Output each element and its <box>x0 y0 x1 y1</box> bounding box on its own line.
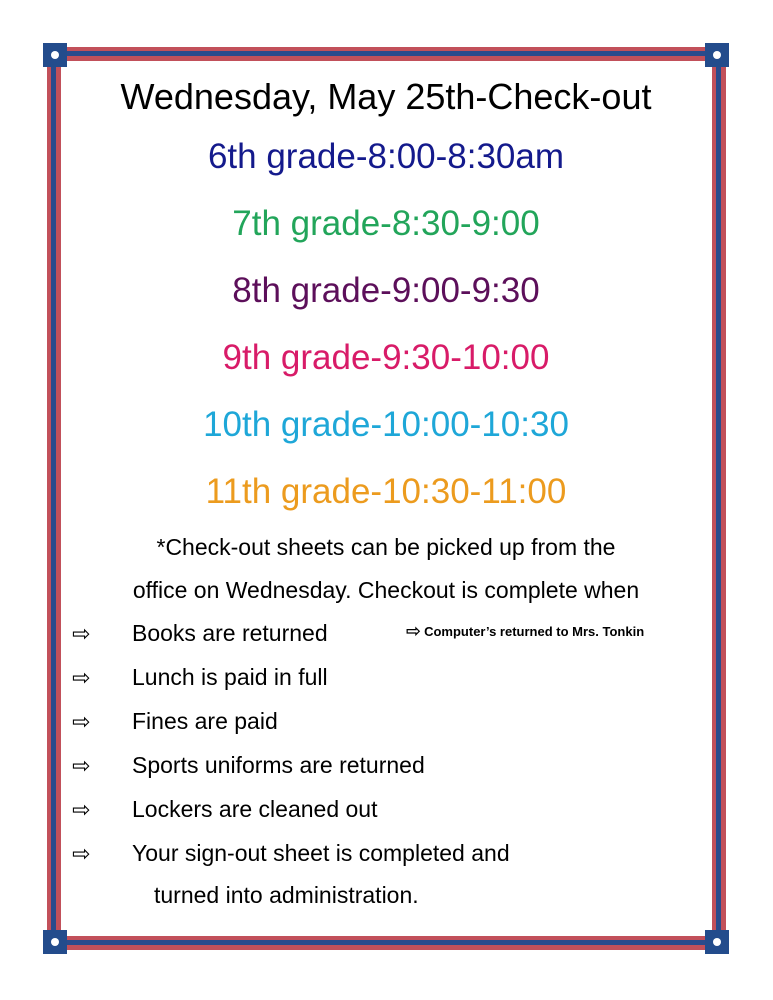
frame-left-border <box>47 52 61 948</box>
checklist-item-text: Books are returned <box>132 620 328 646</box>
checklist-item-fines <box>72 708 278 735</box>
side-note-computers <box>406 622 644 640</box>
checklist-item-lunch <box>72 664 328 691</box>
arrow-right-icon: ⇨ <box>72 708 91 734</box>
checklist-item-books <box>72 620 328 647</box>
frame-corner-bottom-right <box>705 930 729 954</box>
checklist-item-text: Lunch is paid in full <box>132 664 328 690</box>
checkout-note-line-2: office on Wednesday. Checkout is complete when <box>132 577 640 603</box>
schedule-8th-grade: 8th grade-9:00-9:30 <box>232 271 540 310</box>
schedule-11th-grade: 11th grade-10:30-11:00 <box>205 472 567 511</box>
checklist-item-text: Fines are paid <box>132 708 278 734</box>
schedule-7th-grade: 7th grade-8:30-9:00 <box>232 204 540 243</box>
frame-top-border <box>52 47 721 61</box>
checklist-item-lockers <box>72 796 378 823</box>
side-note-text: Computer’s returned to Mrs. Tonkin <box>424 623 645 639</box>
frame-bottom-border <box>52 936 721 950</box>
checkout-note-line-1: *Check-out sheets can be picked up from the <box>156 534 616 560</box>
schedule-6th-grade: 6th grade-8:00-8:30am <box>207 137 565 176</box>
frame-corner-bottom-left <box>43 930 67 954</box>
frame-right-border <box>712 52 726 948</box>
checklist-item-text: Lockers are cleaned out <box>132 796 378 822</box>
arrow-right-icon: ⇨ <box>72 752 91 778</box>
flyer-title: Wednesday, May 25th-Check-out <box>120 76 652 117</box>
schedule-9th-grade: 9th grade-9:30-10:00 <box>222 338 550 377</box>
checklist-item-text: Your sign-out sheet is completed and <box>132 840 510 866</box>
schedule-10th-grade: 10th grade-10:00-10:30 <box>203 405 569 444</box>
arrow-right-icon: ⇨ <box>72 840 91 866</box>
arrow-right-icon: ⇨ <box>72 796 91 822</box>
checklist-item-uniforms <box>72 752 425 779</box>
frame-corner-top-right <box>705 43 729 67</box>
checklist-item-continuation: turned into administration. <box>154 882 419 908</box>
checklist-item-text: Sports uniforms are returned <box>132 752 425 778</box>
arrow-right-icon: ⇨ <box>72 620 91 646</box>
checklist-item-sign-out-sheet <box>72 840 510 867</box>
arrow-right-icon: ⇨ <box>72 664 91 690</box>
arrow-right-icon: ⇨ <box>406 621 422 641</box>
frame-corner-top-left <box>43 43 67 67</box>
